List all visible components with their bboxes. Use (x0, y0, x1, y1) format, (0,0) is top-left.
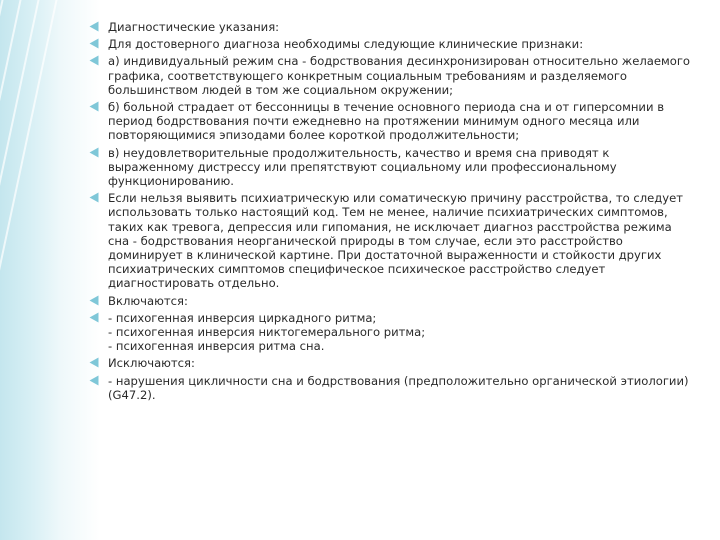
bullet-text: б) больной страдает от бессонницы в течение основного периода сна и от гиперсомнии в период бодрствования почти ежедневно на протяжении минимум одного месяца или повторяющимися эпизодами более короткой продолжительности; (108, 100, 665, 143)
bullet-text: Диагностические указания: (108, 20, 280, 34)
triangle-bullet-icon (90, 56, 99, 66)
included-item: - психогенная инверсия циркадного ритма; (108, 310, 377, 325)
included-item: - психогенная инверсия никтогемерального ритма; (108, 325, 426, 340)
bullet-code-usage-note (88, 191, 692, 290)
triangle-bullet-icon (90, 295, 99, 305)
bullet-text: Исключаются: (108, 356, 195, 371)
bullet-criterion-a (88, 54, 692, 97)
bullet-text: Включаются: (108, 293, 188, 308)
bullet-required-signs (88, 37, 692, 51)
bullet-text: Если нельзя выявить психиатрическую или соматическую причину расстройства, то следует использовать только настоящий код. Тем не менее, наличие психиатрических симптомов, таких как тревога, депрессия или гипомания, не исключает диагноз расстройства режима сна - бодрствования неорганической природы в том случае, если это расстройство доминирует в клинической картине. При достаточной выраженности и стойкости других психиатрических симптомов специфическое психическое расстройство следует диагностировать отдельно. (108, 191, 684, 291)
decorative-side-band (0, 0, 60, 540)
triangle-bullet-icon (90, 358, 99, 368)
triangle-bullet-icon (90, 22, 99, 32)
bullet-text: - нарушения цикличности сна и бодрствования (предположительно органической этиологии) (G47.2). (108, 373, 689, 402)
bullet-included-items (88, 311, 692, 354)
bullet-excluded-heading (88, 356, 692, 370)
triangle-bullet-icon (90, 312, 99, 322)
bullet-text: в) неудовлетворительные продолжительность, качество и время сна приводят к выраженному дистрессу или препятствуют социальному или профессиональному функционированию. (108, 145, 617, 189)
triangle-bullet-icon (90, 193, 99, 203)
triangle-bullet-icon (90, 147, 99, 157)
bullet-list (88, 20, 692, 402)
triangle-bullet-icon (90, 102, 99, 112)
slide-content (88, 20, 692, 405)
triangle-bullet-icon (90, 39, 99, 49)
triangle-bullet-icon (90, 375, 99, 385)
bullet-excluded-items (88, 374, 692, 402)
bullet-criterion-c (88, 146, 692, 189)
bullet-text: а) индивидуальный режим сна - бодрствования десинхронизирован относительно желаемого графика, соответствующего конкретным социальным требованиям и разделяемого большинством людей в том же социальном окружении; (108, 54, 691, 97)
bullet-text: Для достоверного диагноза необходимы следующие клинические признаки: (108, 37, 584, 52)
bullet-diagnostic-guidelines (88, 20, 692, 34)
bullet-criterion-b (88, 100, 692, 143)
included-item: - психогенная инверсия ритма сна. (108, 339, 325, 354)
bullet-included-heading (88, 294, 692, 308)
